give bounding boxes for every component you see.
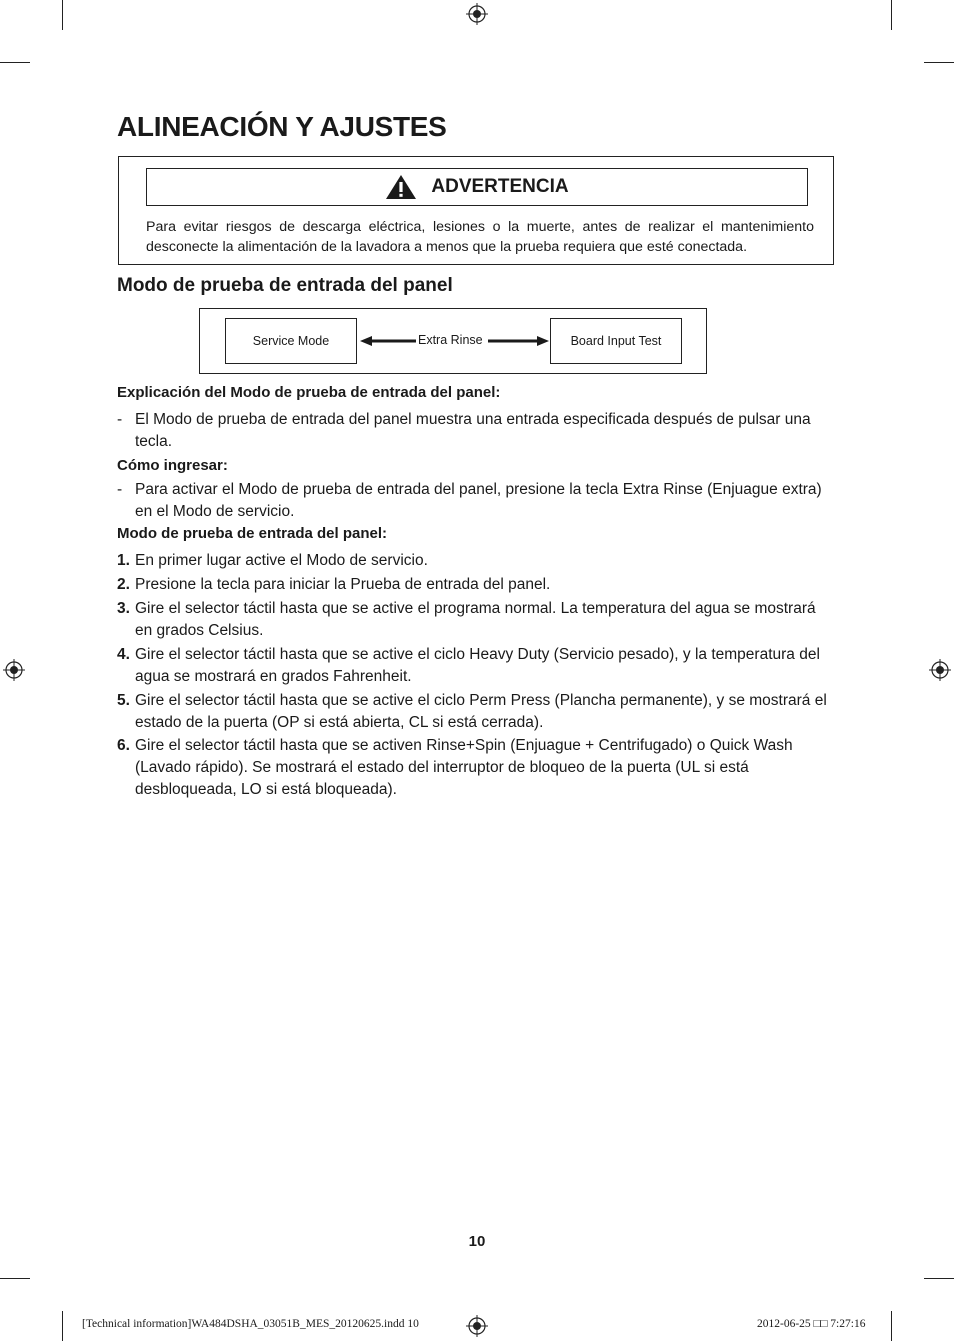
crop-mark (0, 1278, 30, 1279)
step-number: 1. (117, 552, 130, 569)
step-item (117, 644, 837, 688)
diagram-box-label: Board Input Test (570, 334, 662, 348)
section-title: Modo de prueba de entrada del panel (117, 275, 453, 296)
crop-mark (924, 1278, 954, 1279)
warning-header (146, 168, 808, 206)
page-number: 10 (468, 1233, 486, 1250)
step-number: 2. (117, 576, 130, 593)
registration-mark-icon (466, 1315, 488, 1337)
step-text: Gire el selector táctil hasta que se active el ciclo Perm Press (Plancha permanente), y se mostrará el estado de la puerta (OP si está abierta, CL si está cerrada). (135, 692, 827, 731)
diagram-box-label: Service Mode (252, 334, 330, 348)
diagram-middle-label: Extra Rinse (418, 333, 483, 347)
list-item-text: Para activar el Modo de prueba de entrada del panel, presione la tecla Extra Rinse (Enjuague extra) en el Modo de servicio. (135, 481, 822, 520)
list-item (117, 409, 837, 453)
step-text: Gire el selector táctil hasta que se active el programa normal. La temperatura del agua se mostrará en grados Celsius. (135, 600, 816, 639)
footer-file-info: [Technical information]WA484DSHA_03051B_MES_20120625.indd 10 (82, 1318, 419, 1330)
crop-mark (891, 0, 892, 30)
list-dash: - (117, 481, 123, 498)
steps-heading: Modo de prueba de entrada del panel: (117, 525, 388, 542)
crop-mark (62, 1311, 63, 1341)
list-item (117, 479, 837, 523)
registration-mark-icon (466, 3, 488, 25)
registration-mark-icon (929, 659, 951, 681)
warning-label: ADVERTENCIA (431, 176, 569, 197)
step-item (117, 598, 837, 642)
step-item (117, 550, 837, 572)
diagram-box-board-input-test (550, 318, 682, 364)
step-text: Gire el selector táctil hasta que se activen Rinse+Spin (Enjuague + Centrifugado) o Quick Wash (Lavado rápido). Se mostrará el estado del interruptor de bloqueo de la puerta (UL si está desbloqueada, LO si está bloqueada). (135, 737, 793, 798)
warning-text: Para evitar riesgos de descarga eléctrica, lesiones o la muerte, antes de realizar el mantenimiento desconecte la alimentación de la lavadora a menos que la prueba requiera que esté conectada. (146, 219, 814, 255)
crop-mark (62, 0, 63, 30)
crop-mark (0, 62, 30, 63)
step-text: Gire el selector táctil hasta que se active el ciclo Heavy Duty (Servicio pesado), y la temperatura del agua se mostrará en grados Fahrenheit. (135, 646, 820, 685)
page-title: ALINEACIÓN Y AJUSTES (117, 111, 447, 142)
step-number: 3. (117, 600, 130, 617)
step-item (117, 735, 837, 801)
warning-box (118, 156, 834, 265)
footer-timestamp: 2012-06-25 □□ 7:27:16 (757, 1318, 866, 1330)
how-to-enter-heading: Cómo ingresar: (117, 457, 228, 474)
crop-mark (891, 1311, 892, 1341)
step-text: En primer lugar active el Modo de servicio. (135, 552, 428, 569)
crop-mark (924, 62, 954, 63)
step-number: 6. (117, 737, 130, 754)
step-text: Presione la tecla para iniciar la Prueba de entrada del panel. (135, 576, 551, 593)
warning-triangle-icon (385, 174, 417, 200)
registration-mark-icon (3, 659, 25, 681)
explanation-heading: Explicación del Modo de prueba de entrada del panel: (117, 384, 501, 401)
list-item-text: El Modo de prueba de entrada del panel muestra una entrada especificada después de pulsar una tecla. (135, 411, 811, 450)
step-number: 5. (117, 692, 130, 709)
step-item (117, 574, 837, 596)
list-dash: - (117, 411, 123, 428)
step-number: 4. (117, 646, 130, 663)
step-item (117, 690, 837, 734)
flow-diagram (199, 308, 707, 374)
